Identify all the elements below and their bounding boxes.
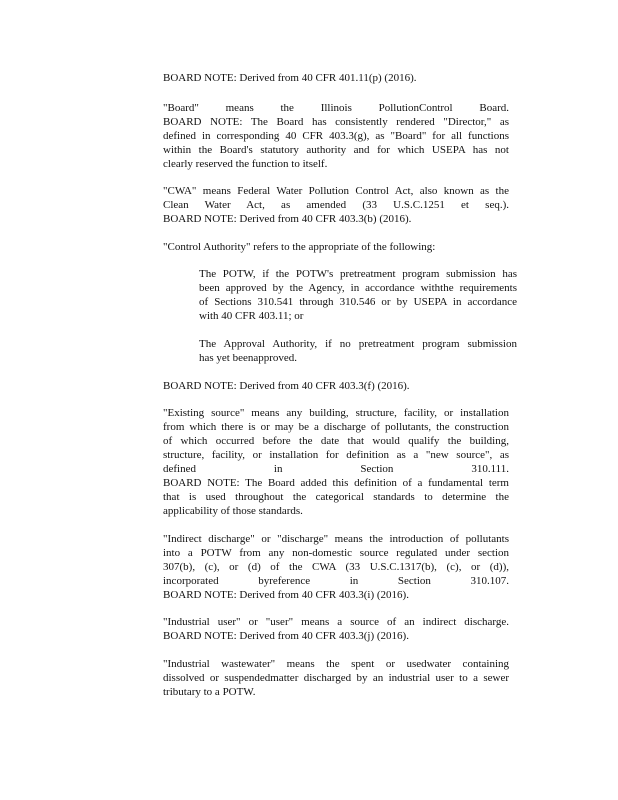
board-note-paragraph	[163, 71, 509, 85]
text-line: with 40 CFR 403.11; or	[199, 310, 304, 322]
text-line: BOARD NOTE: The Board added this definition of a fundamental term	[163, 477, 509, 489]
industrial-wastewater-definition-paragraph	[163, 657, 509, 699]
text-line: incorporated byreference in Section 310.107.	[163, 575, 509, 587]
text-line: The Approval Authority, if no pretreatment program submission	[199, 338, 517, 350]
board-definition-paragraph	[163, 101, 509, 171]
text-line: clearly reserved the function to itself.	[163, 158, 328, 170]
text-line: "Industrial wastewater" means the spent or usedwater containing	[163, 658, 509, 670]
industrial-user-definition-paragraph	[163, 615, 509, 643]
text-line: that is used throughout the categorical standards to determine the	[163, 491, 509, 503]
text-line: into a POTW from any non-domestic source regulated under section	[163, 547, 509, 559]
text-line: BOARD NOTE: Derived from 40 CFR 401.11(p) (2016).	[163, 72, 417, 84]
text-line: "Control Authority" refers to the appropriate of the following:	[163, 241, 436, 253]
text-line: "Indirect discharge" or "discharge" means the introduction of pollutants	[163, 533, 509, 545]
text-line: within the Board's statutory authority and for which USEPA has not	[163, 144, 509, 156]
text-line: "Board" means the Illinois PollutionControl Board.	[163, 102, 509, 114]
indirect-discharge-definition-paragraph	[163, 532, 509, 602]
text-line: been approved by the Agency, in accordance withthe requirements	[199, 282, 517, 294]
text-line: BOARD NOTE: Derived from 40 CFR 403.3(b) (2016).	[163, 213, 412, 225]
text-line: defined in corresponding 40 CFR 403.3(g), as "Board" for all functions	[163, 130, 509, 142]
text-line: 307(b), (c), or (d) of the CWA (33 U.S.C.1317(b), (c), or (d)),	[163, 561, 509, 573]
control-authority-item-potw	[199, 267, 517, 323]
text-line: BOARD NOTE: Derived from 40 CFR 403.3(j) (2016).	[163, 630, 409, 642]
text-line: tributary to a POTW.	[163, 686, 256, 698]
text-line: applicability of those standards.	[163, 505, 303, 517]
text-line: "CWA" means Federal Water Pollution Control Act, also known as the	[163, 185, 509, 197]
text-line: from which there is or may be a discharge of pollutants, the construction	[163, 421, 509, 433]
existing-source-definition-paragraph	[163, 406, 509, 518]
text-line: defined in Section 310.111.	[163, 463, 509, 475]
board-note-paragraph	[163, 379, 509, 393]
control-authority-item-approval-authority	[199, 337, 517, 365]
text-line: The POTW, if the POTW's pretreatment program submission has	[199, 268, 517, 280]
text-line: of which occurred before the date that would qualify the building,	[163, 435, 509, 447]
text-line: BOARD NOTE: Derived from 40 CFR 403.3(f) (2016).	[163, 380, 410, 392]
text-line: BOARD NOTE: The Board has consistently rendered "Director," as	[163, 116, 509, 128]
text-line: has yet beenapproved.	[199, 352, 298, 364]
text-line: structure, facility, or installation for definition as a "new source", as	[163, 449, 509, 461]
text-line: of Sections 310.541 through 310.546 or by USEPA in accordance	[199, 296, 517, 308]
text-line: BOARD NOTE: Derived from 40 CFR 403.3(i) (2016).	[163, 589, 409, 601]
cwa-definition-paragraph	[163, 184, 509, 226]
text-line: dissolved or suspendedmatter discharged by an industrial user to a sewer	[163, 672, 509, 684]
text-line: "Industrial user" or "user" means a source of an indirect discharge.	[163, 616, 509, 628]
text-line: "Existing source" means any building, structure, facility, or installation	[163, 407, 509, 419]
control-authority-definition-paragraph	[163, 240, 509, 254]
text-line: Clean Water Act, as amended (33 U.S.C.1251 et seq.).	[163, 199, 509, 211]
